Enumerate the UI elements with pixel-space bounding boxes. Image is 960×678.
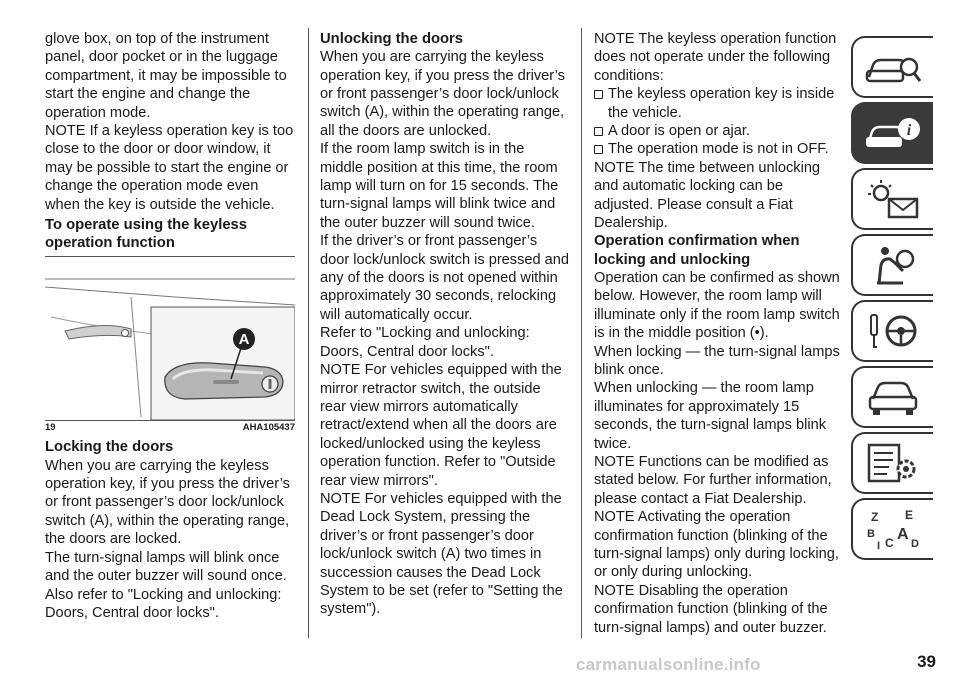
column-2 <box>320 30 570 619</box>
paragraph: If the driver’s or front passenger’s door lock/unlock switch is pressed and any of the doors is not opened within approximately 30 seconds, relocking will automatically occur. <box>320 233 570 323</box>
svg-text:i: i <box>906 122 912 139</box>
paragraph: When unlocking — the room lamp illuminates for approximately 15 seconds, the turn-signal lamps blink twice. <box>594 380 826 452</box>
note-paragraph: NOTE Activating the operation confirmation function (blinking of the turn-signal lamps) only during locking, or only during unlocking. <box>594 509 839 581</box>
paragraph: When you are carrying the keyless operation key, if you press the driver’s or front passenger’s door lock/unlock switch (A), within the operating range, all the doors are unlocked. <box>320 49 565 139</box>
list-item-text: A door is open or ajar. <box>608 123 750 140</box>
car-front-icon <box>863 375 923 419</box>
section-heading: Locking the doors <box>45 439 174 456</box>
column-divider-2 <box>581 28 582 638</box>
car-info-icon <box>863 111 923 155</box>
list-gear-icon <box>863 441 923 485</box>
figure-caption <box>45 420 295 434</box>
alphabet-index-icon <box>863 507 923 551</box>
svg-text:D: D <box>911 538 919 550</box>
svg-text:A: A <box>897 526 909 543</box>
paragraph: glove box, on top of the instrument panel, door pocket or in the luggage compartment, it may be impossible to start the engine and change the operation mode. <box>45 31 287 121</box>
car-magnifier-icon <box>863 45 923 89</box>
tab-warning-lights[interactable] <box>851 168 933 230</box>
list-item <box>594 122 844 140</box>
paragraph: The turn-signal lamps will blink once and the outer buzzer will sound once. <box>45 549 287 585</box>
list-item-text: The keyless operation key is inside the vehicle. <box>608 86 835 121</box>
svg-text:C: C <box>885 536 894 550</box>
note-paragraph: NOTE If a keyless operation key is too close to the door or door window, it may be possible to start the engine or change the operation mode even when the key is outside the vehicle. <box>45 123 294 213</box>
note-paragraph: NOTE For vehicles equipped with the Dead Lock System, pressing the driver’s or front passenger’s door lock/unlock switch (A) two times in succession causes the Dead Lock System to be set (refer to "Setting the system"). <box>320 490 563 618</box>
list-item-text: The operation mode is not in OFF. <box>608 141 829 158</box>
paragraph: Refer to "Locking and unlocking: Doors, Central door locks". <box>320 325 530 360</box>
door-handle-figure <box>45 256 295 420</box>
paragraph: Also refer to "Locking and unlocking: Doors, Central door locks". <box>45 586 282 621</box>
checkbox-square-icon <box>594 145 603 154</box>
chapter-tabs <box>851 36 933 564</box>
section-heading: To operate using the keyless operation function <box>45 217 248 252</box>
list-item <box>594 85 844 122</box>
tab-index[interactable] <box>851 498 933 560</box>
tab-maintenance[interactable] <box>851 432 933 494</box>
list-item <box>594 140 844 158</box>
section-heading: Unlocking the doors <box>320 31 464 47</box>
svg-text:I: I <box>877 540 881 551</box>
svg-text:E: E <box>905 508 914 522</box>
steering-wheel-key-icon <box>863 309 923 353</box>
airbag-seat-icon <box>863 243 923 287</box>
svg-text:Z: Z <box>871 510 879 524</box>
figure-number: 19 <box>45 422 56 434</box>
tab-starting-driving[interactable] <box>851 300 933 362</box>
note-paragraph: NOTE Functions can be modified as stated below. For further information, please contact a Fiat Dealership. <box>594 453 832 507</box>
checkbox-square-icon <box>594 90 603 99</box>
door-handle-illustration <box>45 257 295 420</box>
checkbox-square-icon <box>594 127 603 136</box>
section-heading: Operation confirmation when locking and unlocking <box>594 233 800 268</box>
warning-light-envelope-icon <box>863 177 923 221</box>
column-1 <box>45 30 295 622</box>
column-3 <box>594 30 844 637</box>
note-paragraph: NOTE The keyless operation function does not operate under the following conditions: <box>594 31 837 84</box>
tab-safety[interactable] <box>851 234 933 296</box>
callout-a-label: A <box>238 331 250 349</box>
note-paragraph: NOTE The time between unlocking and automatic locking can be adjusted. Please consult a Fiat Dealership. <box>594 159 821 232</box>
svg-text:B: B <box>867 528 875 540</box>
note-paragraph: NOTE For vehicles equipped with the mirror retractor switch, the outside rear view mirrors automatically retract/extend when all the doors are locked/unlocked using the keyless operation function. Refer to "Outside rear view mirrors". <box>320 362 562 489</box>
page-number: 39 <box>917 652 936 671</box>
column-divider-1 <box>308 28 309 638</box>
paragraph: Operation can be confirmed as shown below. However, the room lamp will illuminate only if the room lamp switch is in the middle position (•). <box>594 269 840 342</box>
paragraph: If the room lamp switch is in the middle position at this time, the room lamp will turn on for 15 seconds. The turn-signal lamps will blink twice and the outer buzzer will sound twice. <box>320 141 559 231</box>
tab-getting-to-know[interactable] <box>851 36 933 98</box>
paragraph: When locking — the turn-signal lamps blink once. <box>594 343 840 378</box>
tab-knowing-your-vehicle[interactable] <box>851 102 933 164</box>
tab-in-an-emergency[interactable] <box>851 366 933 428</box>
watermark: carmanualsonline.info <box>576 655 761 674</box>
paragraph: When you are carrying the keyless operation key, if you press the driver’s or front passenger’s door lock/unlock switch (A), within the operating range, the doors are locked. <box>45 457 290 548</box>
figure-code: AHA105437 <box>242 422 295 434</box>
note-paragraph: NOTE Disabling the operation confirmation function (blinking of the turn-signal lamps) and outer buzzer. <box>594 582 828 636</box>
